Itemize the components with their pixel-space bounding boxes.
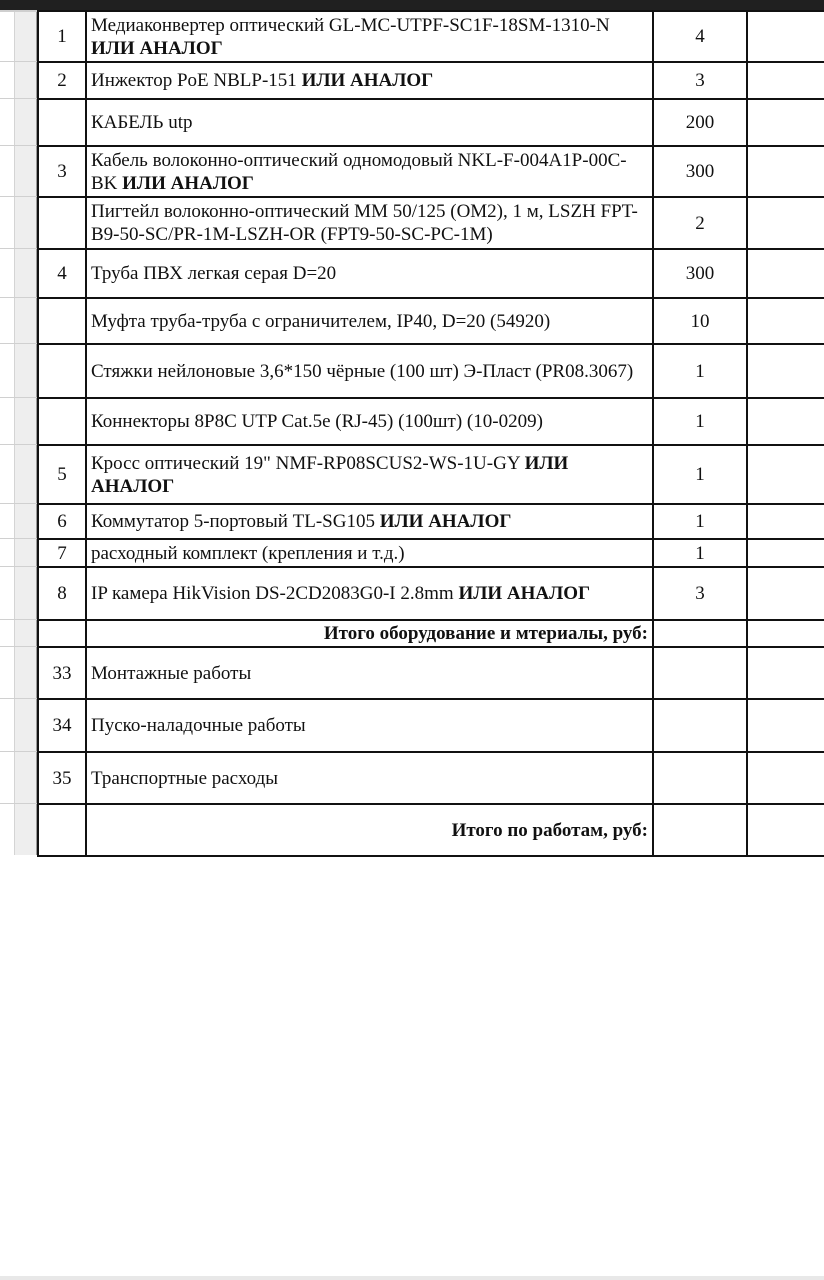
price-cell[interactable] — [747, 398, 824, 445]
item-description[interactable] — [86, 344, 653, 398]
item-description[interactable] — [86, 445, 653, 504]
gutter-line — [0, 61, 37, 62]
bottom-edge — [0, 1276, 824, 1280]
item-name: Пигтейл волоконно-оптический ММ 50/125 (ОМ2), 1 м, LSZH FPT-B9-50-SC/PR-1M-LSZH-OR (FPT9-50-SC-PC-1M) — [91, 201, 638, 245]
subtotal-works-label[interactable]: Итого по работам, руб: — [86, 804, 653, 856]
item-quantity[interactable]: 10 — [653, 298, 747, 344]
gutter-line — [0, 248, 37, 249]
analog-note: ИЛИ АНАЛОГ — [91, 37, 223, 59]
gutter-line — [0, 751, 37, 752]
item-name: Труба ПВХ легкая серая D=20 — [91, 263, 337, 284]
row-number[interactable]: 34 — [38, 699, 86, 752]
quantity-cell[interactable] — [653, 699, 747, 752]
item-description[interactable] — [86, 504, 653, 539]
item-quantity[interactable]: 2 — [653, 197, 747, 249]
item-quantity[interactable]: 1 — [653, 445, 747, 504]
item-name: Инжектор PoE NBLP-151 — [91, 70, 297, 91]
gutter-line — [0, 297, 37, 298]
subtotal-equipment-label[interactable]: Итого оборудование и мтериалы, руб: — [86, 620, 653, 647]
item-description[interactable] — [86, 567, 653, 620]
gutter-line — [0, 646, 37, 647]
table-row — [38, 11, 824, 62]
item-description[interactable] — [86, 539, 653, 567]
price-cell[interactable] — [747, 298, 824, 344]
table-row — [38, 62, 824, 99]
item-quantity[interactable]: 1 — [653, 539, 747, 567]
row-number[interactable]: 8 — [38, 567, 86, 620]
table-row — [38, 99, 824, 146]
item-quantity[interactable]: 1 — [653, 398, 747, 445]
item-name: Коммутатор 5-портовый TL-SG105 — [91, 511, 375, 532]
item-quantity[interactable]: 3 — [653, 567, 747, 620]
price-cell[interactable] — [747, 699, 824, 752]
item-description[interactable] — [86, 398, 653, 445]
analog-note: ИЛИ АНАЛОГ — [301, 70, 434, 91]
item-description[interactable] — [86, 11, 653, 62]
item-quantity[interactable]: 200 — [653, 99, 747, 146]
item-name: расходный комплект (крепления и т.д.) — [91, 542, 405, 564]
gutter-line — [0, 619, 37, 620]
item-name: Кросс оптический 19" NMF-RP08SCUS2-WS-1U-GY — [91, 452, 520, 474]
work-description[interactable]: Монтажные работы — [86, 647, 653, 699]
table-row — [38, 249, 824, 298]
gutter-line — [0, 145, 37, 146]
table-row — [38, 445, 824, 504]
price-cell[interactable] — [747, 567, 824, 620]
item-quantity[interactable]: 4 — [653, 11, 747, 62]
price-cell[interactable] — [747, 620, 824, 647]
gutter-line — [0, 343, 37, 344]
subtotal-row — [38, 620, 824, 647]
item-quantity[interactable]: 1 — [653, 344, 747, 398]
price-cell[interactable] — [747, 804, 824, 856]
row-number[interactable]: 7 — [38, 539, 86, 567]
row-number[interactable]: 4 — [38, 249, 86, 298]
item-name: Муфта труба-труба с ограничителем, IP40, D=20 (54920) — [91, 310, 551, 332]
gutter-line — [0, 196, 37, 197]
row-number[interactable] — [38, 804, 86, 856]
price-cell[interactable] — [747, 11, 824, 62]
row-number[interactable]: 6 — [38, 504, 86, 539]
item-name: Кабель волоконно-оптический одномодовый NKL-F-004A1P-00C-BK — [91, 149, 627, 194]
price-cell[interactable] — [747, 197, 824, 249]
item-name: КАБЕЛЬ utp — [91, 112, 193, 133]
row-header-strip[interactable] — [14, 12, 37, 855]
analog-note: ИЛИ АНАЛОГ — [458, 583, 591, 604]
row-number[interactable] — [38, 298, 86, 344]
table-row — [38, 539, 824, 567]
table-row — [38, 647, 824, 699]
gutter-line — [0, 98, 37, 99]
row-number[interactable] — [38, 398, 86, 445]
specification-table — [37, 10, 824, 857]
row-number[interactable] — [38, 344, 86, 398]
quantity-cell[interactable] — [653, 620, 747, 647]
table-row — [38, 197, 824, 249]
gutter-line — [0, 698, 37, 699]
table-row — [38, 752, 824, 804]
row-number[interactable]: 33 — [38, 647, 86, 699]
price-cell[interactable] — [747, 445, 824, 504]
price-cell[interactable] — [747, 99, 824, 146]
analog-note: ИЛИ АНАЛОГ — [379, 511, 512, 532]
gutter-line — [0, 538, 37, 539]
table-row — [38, 504, 824, 539]
table-row — [38, 344, 824, 398]
table-row — [38, 146, 824, 197]
item-description[interactable] — [86, 197, 653, 249]
item-quantity[interactable]: 1 — [653, 504, 747, 539]
item-name: IP камера HikVision DS-2CD2083G0-I 2.8mm — [91, 583, 454, 604]
row-number[interactable]: 3 — [38, 146, 86, 197]
price-cell[interactable] — [747, 146, 824, 197]
price-cell[interactable] — [747, 62, 824, 99]
row-gutter — [0, 12, 14, 855]
row-number[interactable]: 5 — [38, 445, 86, 504]
price-cell[interactable] — [747, 344, 824, 398]
gutter-line — [0, 444, 37, 445]
item-name: Медиаконвертер оптический GL-MC-UTPF-SC1F-18SM-1310-N — [91, 14, 610, 36]
price-cell[interactable] — [747, 752, 824, 804]
gutter-line — [0, 803, 37, 804]
price-cell[interactable] — [747, 504, 824, 539]
quantity-cell[interactable] — [653, 804, 747, 856]
analog-note: ИЛИ АНАЛОГ — [122, 172, 254, 194]
item-description[interactable] — [86, 146, 653, 197]
table-row — [38, 398, 824, 445]
row-number[interactable] — [38, 99, 86, 146]
gutter-line — [0, 397, 37, 398]
row-number[interactable]: 2 — [38, 62, 86, 99]
item-name: Коннекторы 8P8C UTP Cat.5e (RJ-45) (100шт) (10-0209) — [91, 411, 543, 432]
table-row — [38, 298, 824, 344]
item-description[interactable] — [86, 298, 653, 344]
top-edge — [0, 0, 824, 10]
item-name: Стяжки нейлоновые 3,6*150 чёрные (100 шт) Э-Пласт (PR08.3067) — [91, 360, 634, 382]
row-number[interactable]: 1 — [38, 11, 86, 62]
item-quantity[interactable]: 300 — [653, 249, 747, 298]
quantity-cell[interactable] — [653, 647, 747, 699]
row-number[interactable]: 35 — [38, 752, 86, 804]
table-row — [38, 567, 824, 620]
price-cell[interactable] — [747, 539, 824, 567]
gutter-line — [0, 566, 37, 567]
item-quantity[interactable]: 300 — [653, 146, 747, 197]
item-description[interactable] — [86, 249, 653, 298]
price-cell[interactable] — [747, 647, 824, 699]
item-description[interactable] — [86, 99, 653, 146]
row-number[interactable] — [38, 620, 86, 647]
item-quantity[interactable]: 3 — [653, 62, 747, 99]
table-row — [38, 699, 824, 752]
item-description[interactable] — [86, 62, 653, 99]
work-description[interactable]: Транспортные расходы — [86, 752, 653, 804]
work-description[interactable]: Пуско-наладочные работы — [86, 699, 653, 752]
quantity-cell[interactable] — [653, 752, 747, 804]
price-cell[interactable] — [747, 249, 824, 298]
row-number[interactable] — [38, 197, 86, 249]
analog-note: ИЛИ АНАЛОГ — [91, 452, 569, 497]
gutter-line — [0, 503, 37, 504]
subtotal-row — [38, 804, 824, 856]
